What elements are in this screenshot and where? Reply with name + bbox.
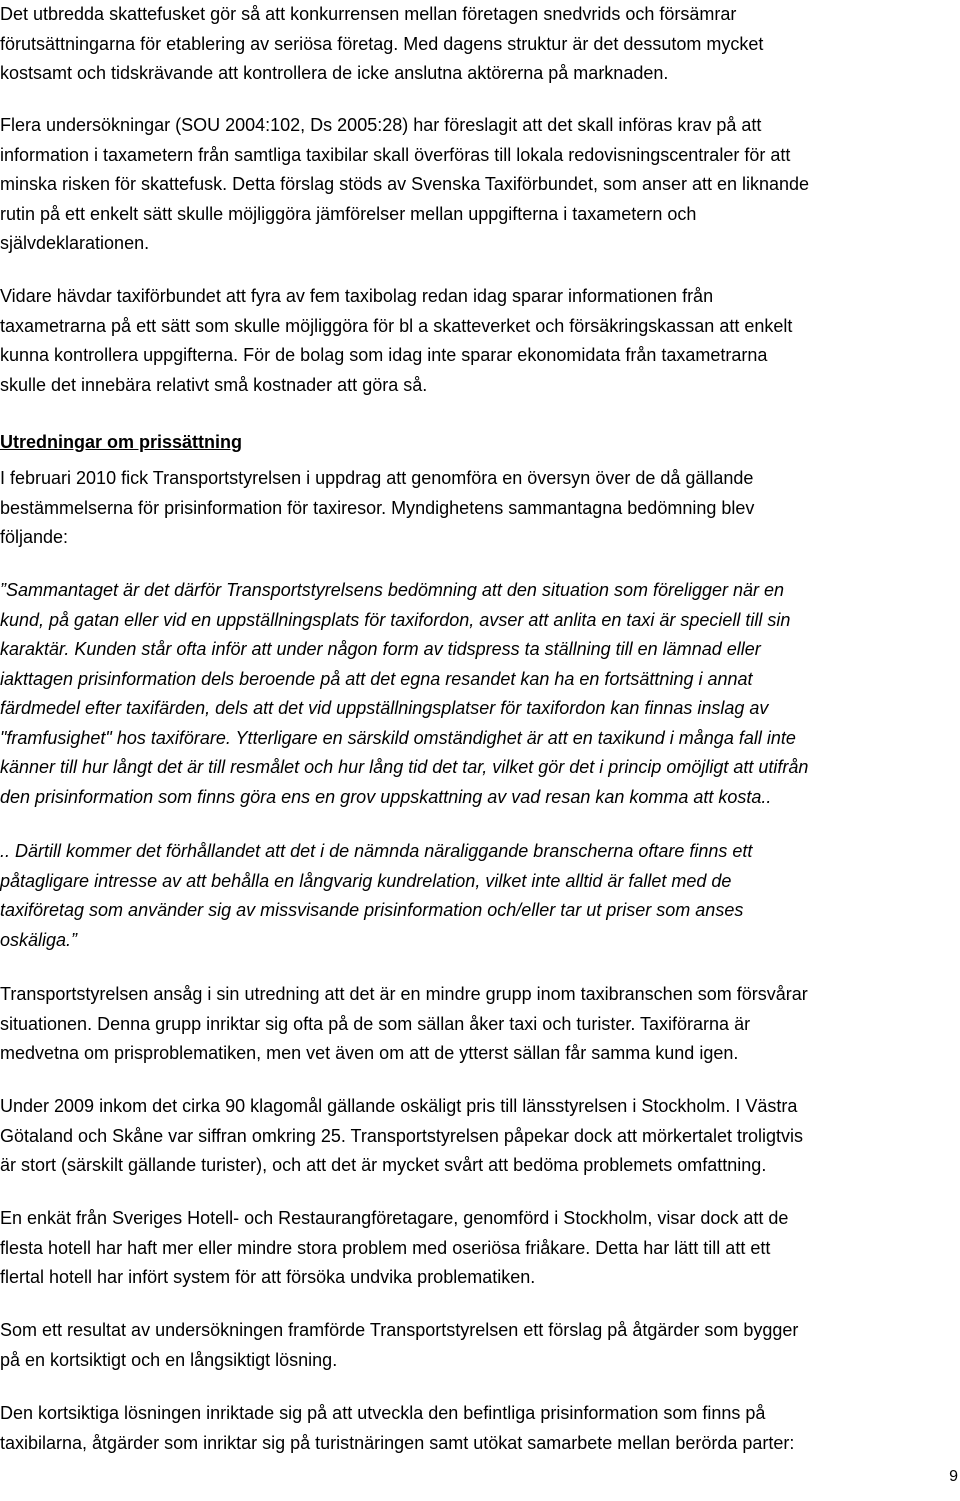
text-line: påtagligare intresse av att behålla en långvarig kundrelation, vilket inte alltid är fallet med de: [0, 870, 732, 891]
page-number: 9: [949, 1468, 958, 1485]
text-line: iakttagen prisinformation dels beroende på att det egna resandet kan ha en fortsättning i annat: [0, 668, 753, 689]
text-line: Det utbredda skattefusket gör så att konkurrensen mellan företagen snedvrids och försämrar: [0, 4, 737, 24]
text-line: kostsamt och tidskrävande att kontrollera de icke anslutna aktörerna på marknaden.: [0, 63, 669, 83]
text-line: Som ett resultat av undersökningen framförde Transportstyrelsen ett förslag på åtgärder som bygger: [0, 1320, 799, 1340]
paragraph-survey: [0, 1204, 788, 1293]
text-line: kunna kontrollera uppgifterna. För de bolag som idag inte sparar ekonomidata från taxametrarna: [0, 345, 768, 365]
text-line: minska risken för skattefusk. Detta förslag stöds av Svenska Taxiförbundet, som anser att en liknande: [0, 174, 810, 194]
text-line: ”Sammantaget är det därför Transportstyrelsens bedömning att den situation som föreligger när en: [0, 580, 785, 600]
text-line: känner till hur långt det är till resmålet och hur lång tid det tar, vilket gör det i princip omöjligt att utifrån: [0, 757, 809, 777]
text-line: färdmedel efter taxifärden, dels att det vid uppställningsplatser för taxifordon kan finnas inslag av: [0, 698, 769, 718]
quote-paragraph-2: [0, 837, 752, 955]
text-line: följande:: [0, 527, 69, 547]
text-line: bestämmelserna för prisinformation för taxiresor. Myndighetens sammantagna bedömning blev: [0, 497, 755, 518]
text-line: kund, på gatan eller vid en uppställningsplats för taxifordon, avser att anlita en taxi är speciell till sin: [0, 609, 791, 630]
paragraph-result: [0, 1316, 798, 1375]
text-line: "framfusighet" hos taxiförare. Ytterligare en särskild omständighet är att en taxikund i många fall inte: [0, 727, 796, 748]
text-line: taxibilarna, åtgärder som inriktar sig på turistnäringen samt utökat samarbete mellan berörda parter:: [0, 1432, 795, 1453]
text-line: information i taxametern från samtliga taxibilar skall överföras till lokala redovisningscentraler för att: [0, 144, 791, 165]
text-line: flesta hotell har haft mer eller mindre stora problem med oseriösa friåkare. Detta har lätt till att ett: [0, 1237, 771, 1258]
text-line: Transportstyrelsen ansåg i sin utredning att det är en mindre grupp inom taxibranschen som försvårar: [0, 984, 808, 1004]
paragraph-short-term-solution: [0, 1399, 794, 1458]
text-line: Götaland och Skåne var siffran omkring 25. Transportstyrelsen påpekar dock att mörkertalet troligtvis: [0, 1125, 804, 1146]
text-line: taxiföretag som använder sig av missvisande prisinformation och/eller tar ut priser som anses: [0, 900, 744, 920]
text-line: den prisinformation som finns göra ens en grov uppskattning av vad resan kan komma att kosta..: [0, 786, 772, 807]
text-line: situationen. Denna grupp inriktar sig ofta på de som sällan åker taxi och turister. Taxiförarna är: [0, 1013, 751, 1034]
paragraph-transport-agency: [0, 980, 808, 1069]
text-line: oskäliga.”: [0, 929, 78, 950]
text-line: på en kortsiktigt och en långsiktigt lösning.: [0, 1349, 338, 1370]
text-line: flertal hotell har infört system för att försöka undvika problematiken.: [0, 1267, 536, 1287]
text-line: rutin på ett enkelt sätt skulle möjliggöra jämförelser mellan uppgifterna i taxametern och: [0, 203, 697, 224]
text-line: I februari 2010 fick Transportstyrelsen i uppdrag att genomföra en översyn över de då gällande: [0, 468, 754, 488]
text-line: Den kortsiktiga lösningen inriktade sig på att utveckla den befintliga prisinformation som finns på: [0, 1403, 766, 1423]
paragraph-investigations: [0, 111, 809, 259]
text-line: medvetna om prisproblematiken, men vet även om att de ytterst sällan får samma kund igen.: [0, 1043, 739, 1063]
text-line: är stort (särskilt gällande turister), och att det är mycket svårt att bedöma problemets omfattning.: [0, 1155, 767, 1175]
text-line: Vidare hävdar taxiförbundet att fyra av fem taxibolag redan idag sparar informationen från: [0, 286, 714, 306]
text-line: En enkät från Sveriges Hotell- och Restaurangföretagare, genomförd i Stockholm, visar dock att de: [0, 1208, 789, 1228]
section-heading: Utredningar om prissättning: [0, 432, 243, 452]
paragraph-intro: [0, 0, 763, 89]
text-line: Under 2009 inkom det cirka 90 klagomål gällande oskäligt pris till länsstyrelsen i Stockholm. I Västra: [0, 1096, 798, 1116]
paragraph-taxi-federation: [0, 282, 792, 400]
text-line: Flera undersökningar (SOU 2004:102, Ds 2005:28) har föreslagit att det skall införas krav på att: [0, 115, 762, 135]
text-line: förutsättningarna för etablering av seriösa företag. Med dagens struktur är det dessutom mycket: [0, 33, 764, 54]
text-line: självdeklarationen.: [0, 233, 150, 253]
text-line: karaktär. Kunden står ofta inför att under någon form av tidspress ta ställning till en lämnad eller: [0, 639, 761, 659]
paragraph-complaints: [0, 1092, 803, 1181]
text-line: taxametrarna på ett sätt som skulle möjliggöra för bl a skatteverket och försäkringskassan att enkelt: [0, 315, 793, 336]
paragraph-review: [0, 464, 754, 553]
text-line: .. Därtill kommer det förhållandet att det i de nämnda näraliggande branscherna oftare finns ett: [0, 841, 753, 861]
text-line: skulle det innebära relativt små kostnader att göra så.: [0, 374, 428, 395]
quote-paragraph-1: [0, 576, 808, 812]
